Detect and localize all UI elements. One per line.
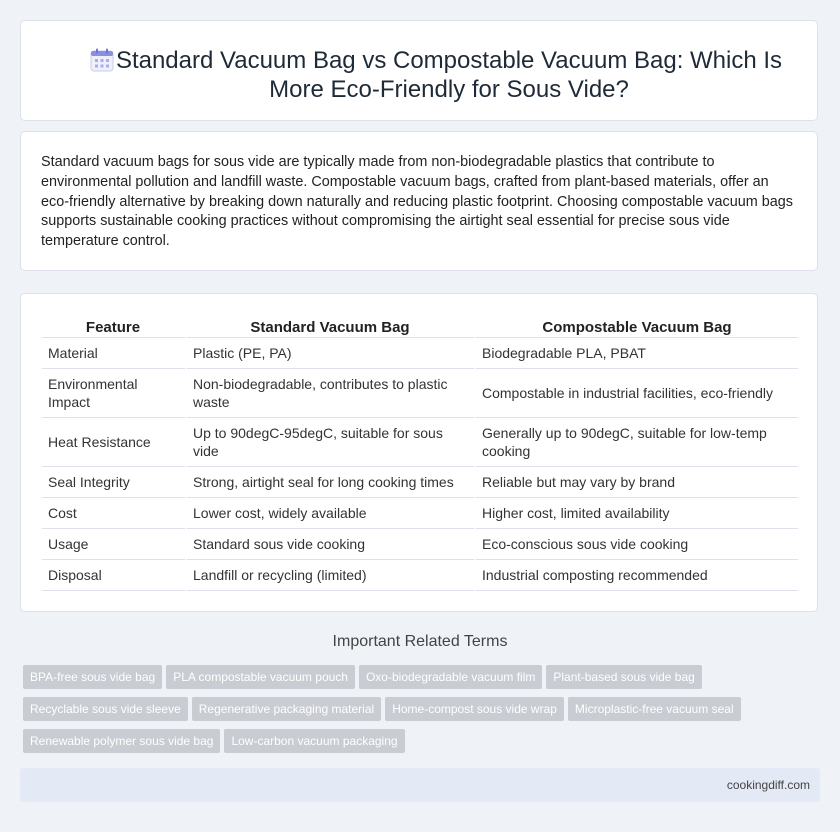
related-terms-list	[23, 665, 823, 761]
table-cell: Reliable but may vary by brand	[476, 467, 798, 498]
table-row	[42, 369, 798, 418]
related-terms-heading: Important Related Terms	[332, 633, 508, 650]
related-term-tag[interactable]: Home-compost sous vide wrap	[385, 697, 564, 721]
table-row	[42, 467, 798, 498]
header-feature: Feature	[42, 314, 187, 338]
related-term-tag[interactable]: Low-carbon vacuum packaging	[224, 729, 404, 753]
table-cell: Up to 90degC-95degC, suitable for sous vide	[187, 418, 476, 467]
intro-text: Standard vacuum bags for sous vide are typically made from non-biodegradable plastics that contribute to environmental pollution and landfill waste. Compostable vacuum bags, crafted from plant-based materials, offer an eco-friendly alternative by breaking down naturally and reducing plastic footprint. Choosing compostable vacuum bags supports sustainable cooking practices without compromising the airtight seal essential for precise sous vide temperature control.	[41, 154, 793, 250]
table-cell: Material	[42, 338, 187, 369]
table-row	[42, 338, 798, 369]
table-row	[42, 560, 798, 591]
header-standard: Standard Vacuum Bag	[187, 314, 476, 338]
table-cell: Industrial composting recommended	[476, 560, 798, 591]
footer	[20, 768, 820, 802]
related-term-tag[interactable]: Plant-based sous vide bag	[546, 665, 701, 689]
table-cell: Lower cost, widely available	[187, 498, 476, 529]
comparison-table	[42, 314, 798, 591]
related-term-tag[interactable]: BPA-free sous vide bag	[23, 665, 162, 689]
table-cell: Non-biodegradable, contributes to plastic waste	[187, 369, 476, 418]
header-compostable: Compostable Vacuum Bag	[476, 314, 798, 338]
related-term-tag[interactable]: Recyclable sous vide sleeve	[23, 697, 188, 721]
table-header-row	[42, 314, 798, 338]
table-cell: Compostable in industrial facilities, eco-friendly	[476, 369, 798, 418]
footer-site-link[interactable]: cookingdiff.com	[726, 778, 810, 792]
title-card	[20, 20, 818, 121]
comparison-table-card	[20, 293, 818, 612]
table-cell: Standard sous vide cooking	[187, 529, 476, 560]
table-cell: Disposal	[42, 560, 187, 591]
table-row	[42, 418, 798, 467]
table-cell: Strong, airtight seal for long cooking times	[187, 467, 476, 498]
related-term-tag[interactable]: PLA compostable vacuum pouch	[166, 665, 355, 689]
table-cell: Generally up to 90degC, suitable for low-temp cooking	[476, 418, 798, 467]
table-cell: Seal Integrity	[42, 467, 187, 498]
page-title: Standard Vacuum Bag vs Compostable Vacuum Bag: Which Is More Eco-Friendly for Sous Vide?	[115, 47, 783, 103]
table-cell: Higher cost, limited availability	[476, 498, 798, 529]
table-cell: Heat Resistance	[42, 418, 187, 467]
related-term-tag[interactable]: Regenerative packaging material	[192, 697, 381, 721]
table-cell: Eco-conscious sous vide cooking	[476, 529, 798, 560]
related-term-tag[interactable]: Renewable polymer sous vide bag	[23, 729, 220, 753]
related-term-tag[interactable]: Oxo-biodegradable vacuum film	[359, 665, 542, 689]
intro-card	[20, 131, 818, 271]
table-cell: Plastic (PE, PA)	[187, 338, 476, 369]
table-row	[42, 498, 798, 529]
table-cell: Usage	[42, 529, 187, 560]
related-term-tag[interactable]: Microplastic-free vacuum seal	[568, 697, 741, 721]
table-cell: Landfill or recycling (limited)	[187, 560, 476, 591]
table-cell: Cost	[42, 498, 187, 529]
table-cell: Environmental Impact	[42, 369, 187, 418]
table-cell: Biodegradable PLA, PBAT	[476, 338, 798, 369]
table-row	[42, 529, 798, 560]
